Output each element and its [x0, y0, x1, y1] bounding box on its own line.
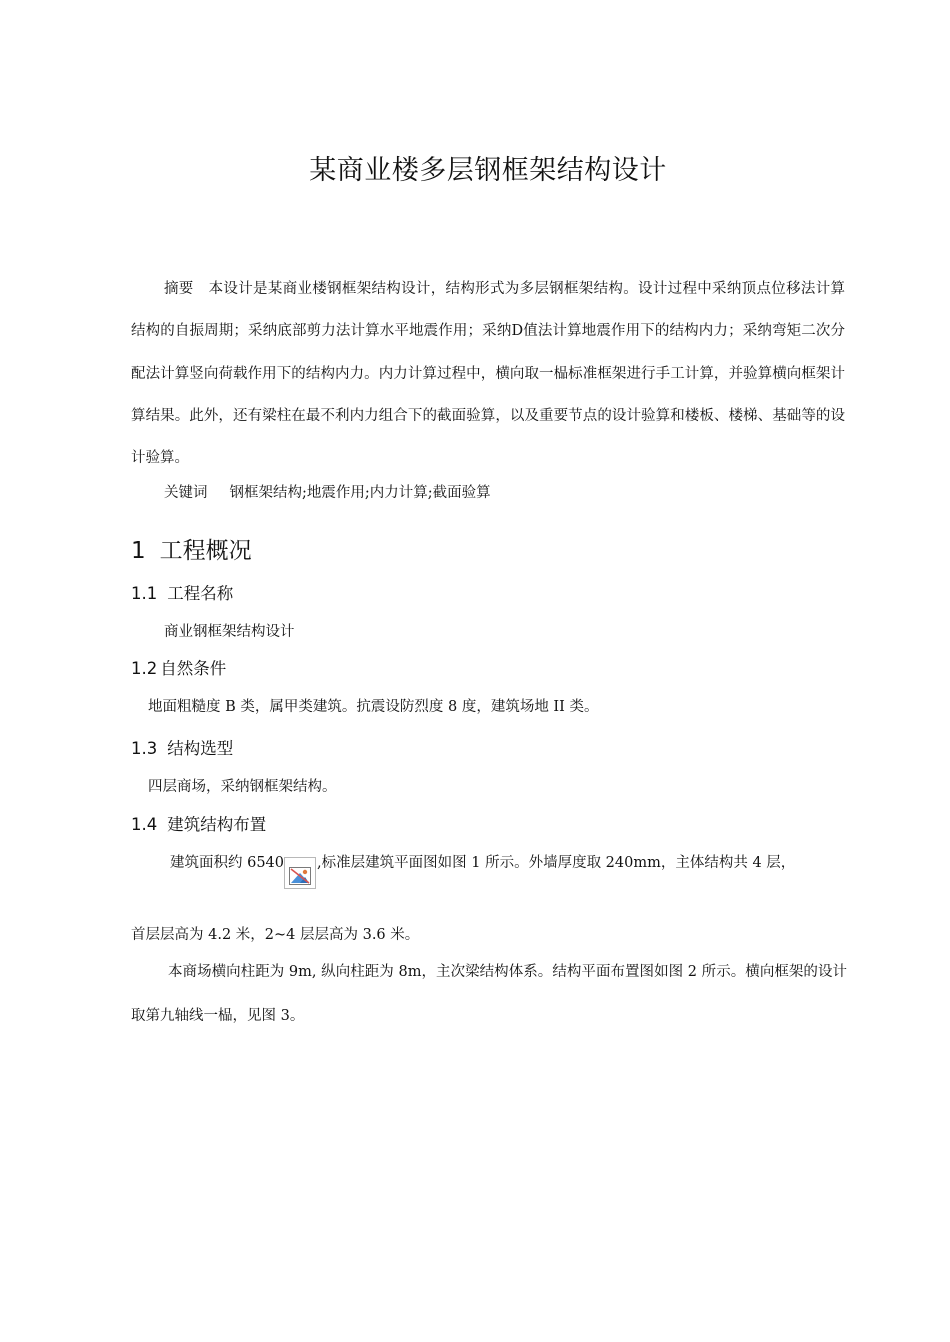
subsection-title: 结构选型: [167, 739, 234, 758]
abstract-label: 摘要: [164, 281, 194, 297]
broken-image-icon: [284, 857, 316, 889]
image-placeholder-icon: [289, 867, 311, 885]
subsection-number: 1.4: [131, 815, 158, 834]
subsection-title: 建筑结构布置: [167, 815, 267, 834]
keywords-label: 关键词: [164, 485, 208, 501]
subsection-number: 1.3: [131, 739, 158, 758]
paragraph-layout-line-2: 首层层高为 4.2 米，2~4 层层高为 3.6 米。: [131, 927, 420, 943]
layout-text: ,标准层建筑平面图如图 1 所示。外墙厚度取 240mm，主体结构共 4 层，: [317, 855, 796, 871]
section-number: 1: [131, 538, 146, 564]
subsection-title: 工程名称: [167, 584, 234, 603]
paragraph-structure-type: 四层商场，采纳钢框架结构。: [148, 779, 337, 795]
document-title: 某商业楼多层钢框架结构设计: [309, 155, 667, 186]
subsection-heading-1-3: [131, 735, 233, 759]
paragraph-natural-conditions: 地面粗糙度 B 类，属甲类建筑。抗震设防烈度 8 度，建筑场地 II 类。: [148, 699, 599, 715]
paragraph-layout-line-1: [170, 851, 795, 889]
subsection-heading-1-2: [131, 655, 226, 679]
section-heading: [131, 532, 252, 565]
subsection-heading-1-4: [131, 811, 266, 835]
keywords-text: 钢框架结构;地震作用;内力计算;截面验算: [229, 485, 491, 501]
keywords: [164, 481, 491, 502]
abstract: [131, 268, 845, 479]
paragraph-project-name: 商业钢框架结构设计: [164, 624, 295, 640]
area-text: 建筑面积约 6540: [170, 855, 285, 871]
paragraph-column-spacing: 本商场横向柱距为 9m, 纵向柱距为 8m，主次梁结构体系。结构平面布置图如图 2 所示。横向框架的设计取第九轴线一榀，见图 3。: [131, 964, 847, 1024]
subsection-number: 1.1: [131, 584, 158, 603]
subsection-number: 1.2: [131, 659, 158, 678]
section-title: 工程概况: [159, 538, 252, 564]
abstract-text: 本设计是某商业楼钢框架结构设计，结构形式为多层钢框架结构。设计过程中采纳顶点位移法计算结构的自振周期；采纳底部剪力法计算水平地震作用；采纳D值法计算地震作用下的结构内力；采纳弯矩二次分配法计算竖向荷载作用下的结构内力。内力计算过程中，横向取一榀标准框架进行手工计算，并验算横向框架计算结果。此外，还有梁柱在最不利内力组合下的截面验算，以及重要节点的设计验算和楼板、楼梯、基础等的设计验算。: [131, 281, 846, 467]
subsection-title: 自然条件: [160, 659, 227, 678]
subsection-heading-1-1: [131, 580, 233, 604]
